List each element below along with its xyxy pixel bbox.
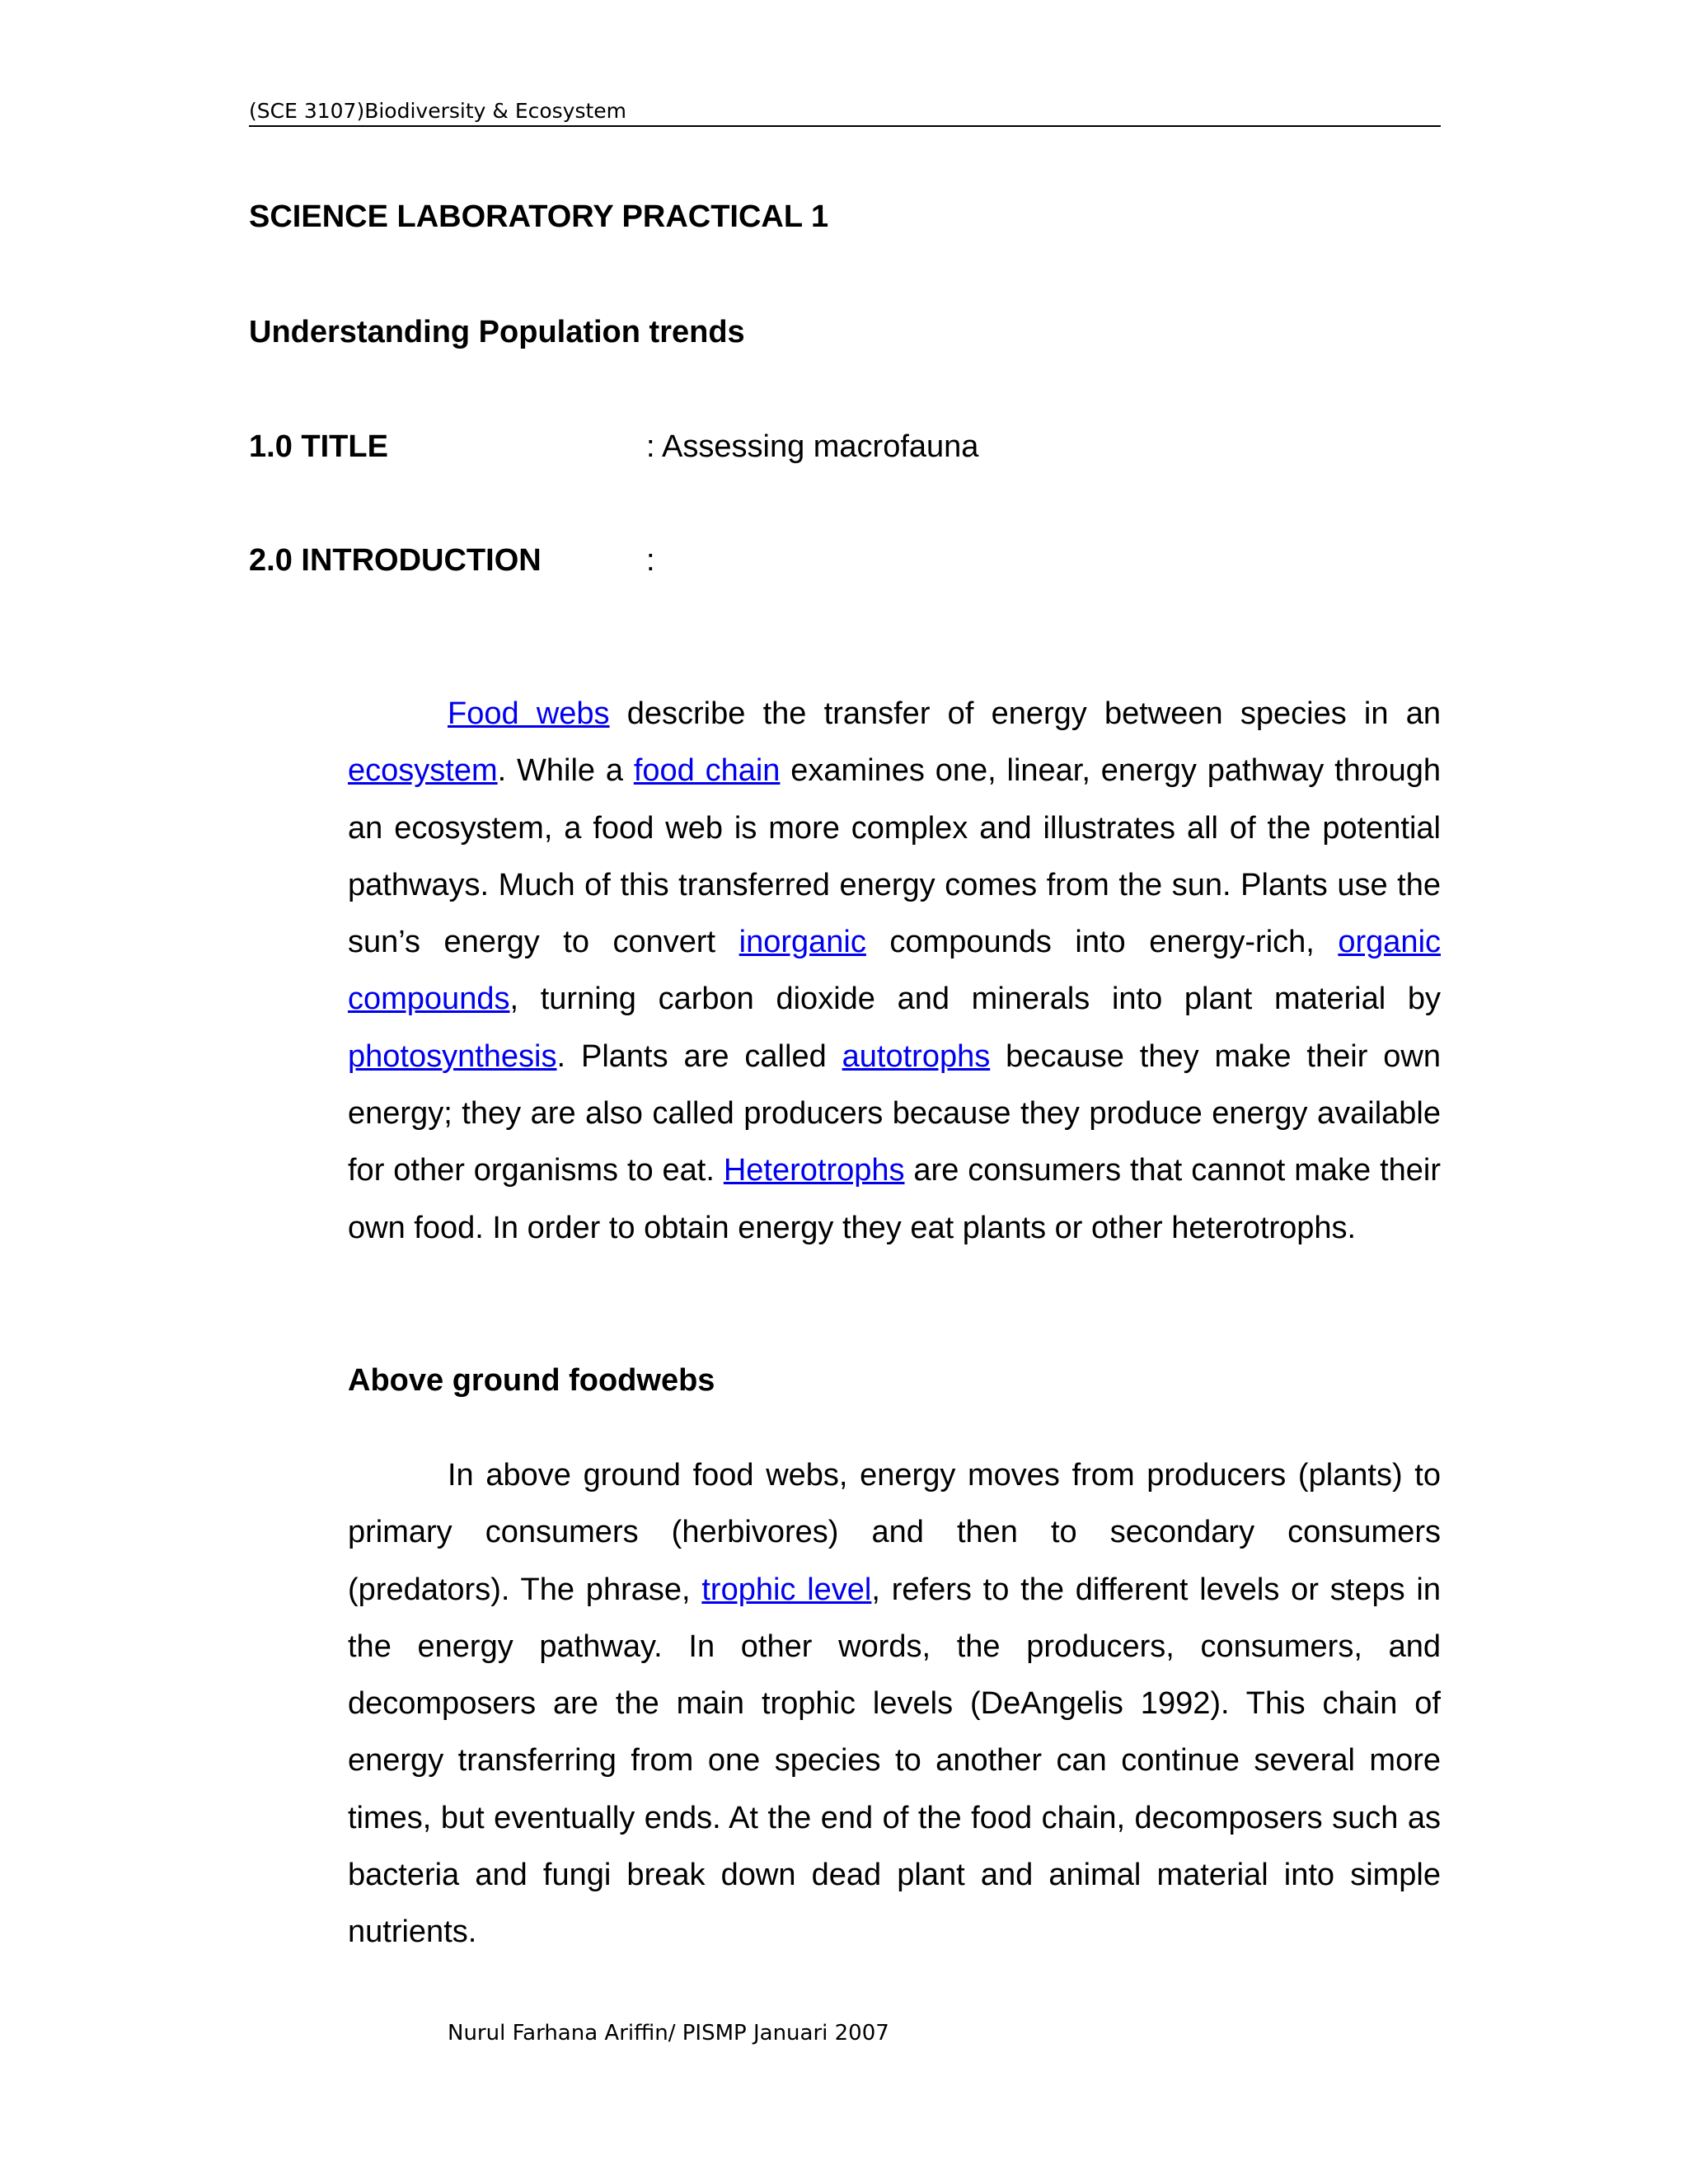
page-header: (SCE 3107)Biodiversity & Ecosystem	[249, 99, 1441, 127]
above-ground-heading: Above ground foodwebs	[348, 1363, 715, 1398]
document-title: SCIENCE LABORATORY PRACTICAL 1	[249, 199, 829, 234]
intro-text-7: because they make their own energy; they are also called producers because they produce energy available for other organisms to eat.	[348, 1038, 1441, 1188]
intro-text-3: examines one, linear, energy pathway through an ecosystem, a food web is more complex and illustrates all of the potential pathways. Much of this transferred energy comes from the sun. Plants use the sun’s energy to convert	[348, 753, 1441, 960]
link-inorganic[interactable]: inorganic	[738, 925, 866, 960]
intro-text-8: are consumers that cannot make their own food. In order to obtain energy they eat plants or other heterotrophs.	[348, 1153, 1441, 1245]
section-title-value: : Assessing macrofauna	[646, 429, 979, 464]
above-ground-text-2: , refers to the different levels or steps in the energy pathway. In other words, the producers, consumers, and decomposers are the main trophic levels (DeAngelis 1992). This chain of energy transferring from one species to another can continue several more times, but eventually ends. At the end of the food chain, decomposers such as bacteria and fungi break down dead plant and animal material into simple nutrients.	[348, 1572, 1441, 1950]
above-ground-text-1: In above ground food webs, energy moves from producers (plants) to primary consumers (herbivores) and then to secondary consumers (predators). The phrase,	[348, 1458, 1441, 1607]
intro-text-2: . While a	[497, 753, 634, 789]
link-autotrophs[interactable]: autotrophs	[842, 1038, 991, 1074]
link-ecosystem[interactable]: ecosystem	[348, 753, 498, 789]
section-title-row	[249, 426, 1441, 467]
intro-text-5: , turning carbon dioxide and minerals into plant material by	[509, 982, 1441, 1017]
intro-text-6: . Plants are called	[556, 1038, 842, 1074]
intro-text-4: compounds into energy-rich,	[865, 925, 1339, 960]
link-trophic-level[interactable]: trophic level	[701, 1572, 872, 1607]
link-food-chain[interactable]: food chain	[633, 753, 781, 789]
section-introduction-row	[249, 540, 1441, 581]
section-title-label: 1.0 TITLE	[249, 429, 388, 464]
link-organic-compounds[interactable]: organic compounds	[348, 925, 1442, 1017]
intro-paragraph	[348, 686, 1441, 1257]
document-subtitle: Understanding Population trends	[249, 315, 745, 349]
link-photosynthesis[interactable]: photosynthesis	[348, 1038, 557, 1074]
section-introduction-label: 2.0 INTRODUCTION	[249, 543, 542, 578]
above-ground-paragraph	[348, 1447, 1441, 1961]
link-food-webs[interactable]: Food webs	[448, 696, 610, 731]
intro-text-1: describe the transfer of energy between species in an	[609, 696, 1441, 731]
page-footer: Nurul Farhana Ariffin/ PISMP Januari 2007	[448, 2021, 889, 2046]
link-heterotrophs[interactable]: Heterotrophs	[723, 1153, 905, 1188]
section-introduction-value: :	[646, 543, 655, 578]
